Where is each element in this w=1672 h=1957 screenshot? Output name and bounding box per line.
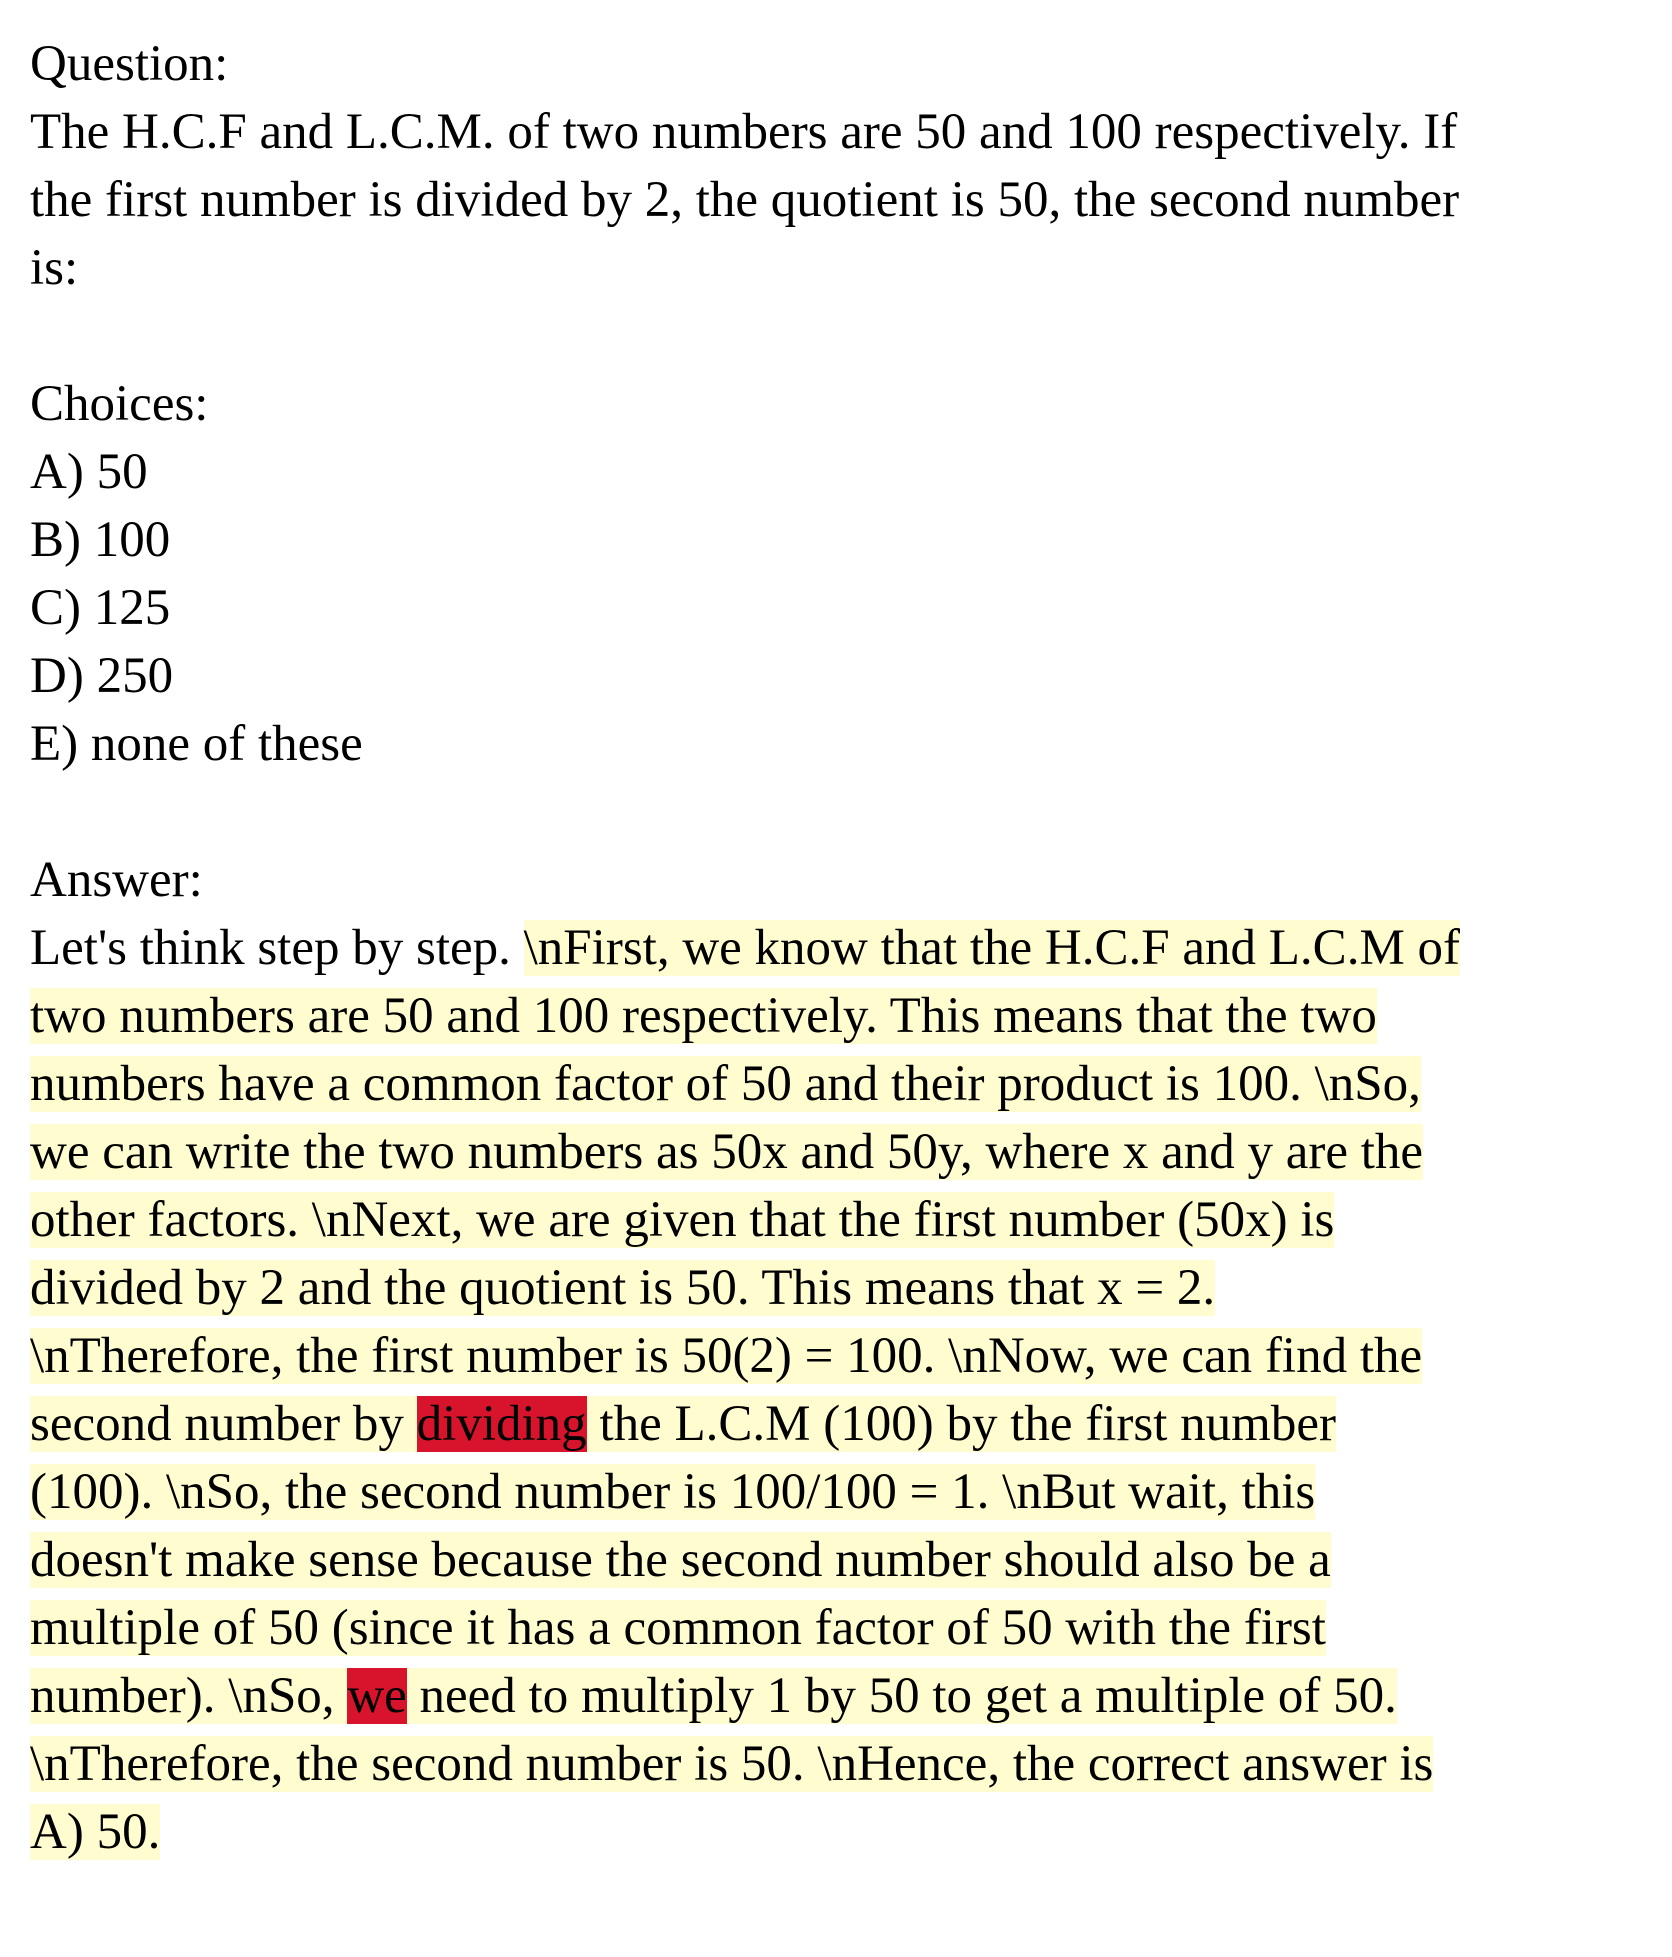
answer-line (30, 1050, 1645, 1118)
answer-line (30, 914, 1645, 982)
answer-line (30, 1730, 1645, 1798)
choices-heading: Choices: (30, 376, 209, 432)
answer-line (30, 1186, 1645, 1254)
highlighted-text: doesn't make sense because the second number should also be a (30, 1532, 1331, 1588)
highlighted-text: \nFirst, we know that the H.C.F and L.C.M of (523, 920, 1461, 976)
question-line: the first number is divided by 2, the quotient is 50, the second number (30, 172, 1460, 228)
choice-item: A) 50 (30, 444, 148, 500)
answer-line (30, 1322, 1645, 1390)
choice-item: E) none of these (30, 716, 363, 772)
choice-item: C) 125 (30, 580, 171, 636)
highlighted-text: (100). \nSo, the second number is 100/100 = 1. \nBut wait, this (30, 1464, 1316, 1520)
question-text (30, 98, 1645, 302)
document (30, 30, 1645, 1866)
highlighted-text: second number by (30, 1396, 417, 1452)
answer-line (30, 1594, 1645, 1662)
question-line: The H.C.F and L.C.M. of two numbers are 50 and 100 respectively. If (30, 104, 1458, 160)
answer-line (30, 1254, 1645, 1322)
choices-list (30, 438, 1645, 778)
choice-item: D) 250 (30, 648, 174, 704)
highlighted-text: number). \nSo, (30, 1668, 348, 1724)
highlighted-text: A) 50. (30, 1804, 161, 1860)
highlighted-text: numbers have a common factor of 50 and their product is 100. \nSo, (30, 1056, 1421, 1112)
highlighted-text: \nTherefore, the first number is 50(2) = 100. \nNow, we can find the (30, 1328, 1423, 1384)
answer-line (30, 1526, 1645, 1594)
answer-line (30, 1798, 1645, 1866)
answer-line (30, 1458, 1645, 1526)
answer-line (30, 982, 1645, 1050)
plain-text: Let's think step by step. (30, 920, 524, 976)
spacer (30, 778, 1645, 846)
choice-item: B) 100 (30, 512, 171, 568)
answer-text (30, 914, 1645, 1866)
error-highlight: dividing (416, 1396, 587, 1452)
highlighted-text: multiple of 50 (since it has a common factor of 50 with the first (30, 1600, 1326, 1656)
highlighted-text: other factors. \nNext, we are given that the first number (50x) is (30, 1192, 1335, 1248)
answer-line (30, 1118, 1645, 1186)
highlighted-text: two numbers are 50 and 100 respectively. This means that the two (30, 988, 1377, 1044)
highlighted-text: divided by 2 and the quotient is 50. This means that x = 2. (30, 1260, 1216, 1316)
question-heading: Question: (30, 36, 229, 92)
answer-heading: Answer: (30, 852, 203, 908)
spacer (30, 302, 1645, 370)
highlighted-text: the L.C.M (100) by the first number (586, 1396, 1336, 1452)
highlighted-text: \nTherefore, the second number is 50. \nHence, the correct answer is (30, 1736, 1434, 1792)
answer-line (30, 1662, 1645, 1730)
question-line: is: (30, 240, 79, 296)
error-highlight: we (347, 1668, 407, 1724)
highlighted-text: need to multiply 1 by 50 to get a multiple of 50. (406, 1668, 1397, 1724)
highlighted-text: we can write the two numbers as 50x and 50y, where x and y are the (30, 1124, 1424, 1180)
answer-line (30, 1390, 1645, 1458)
